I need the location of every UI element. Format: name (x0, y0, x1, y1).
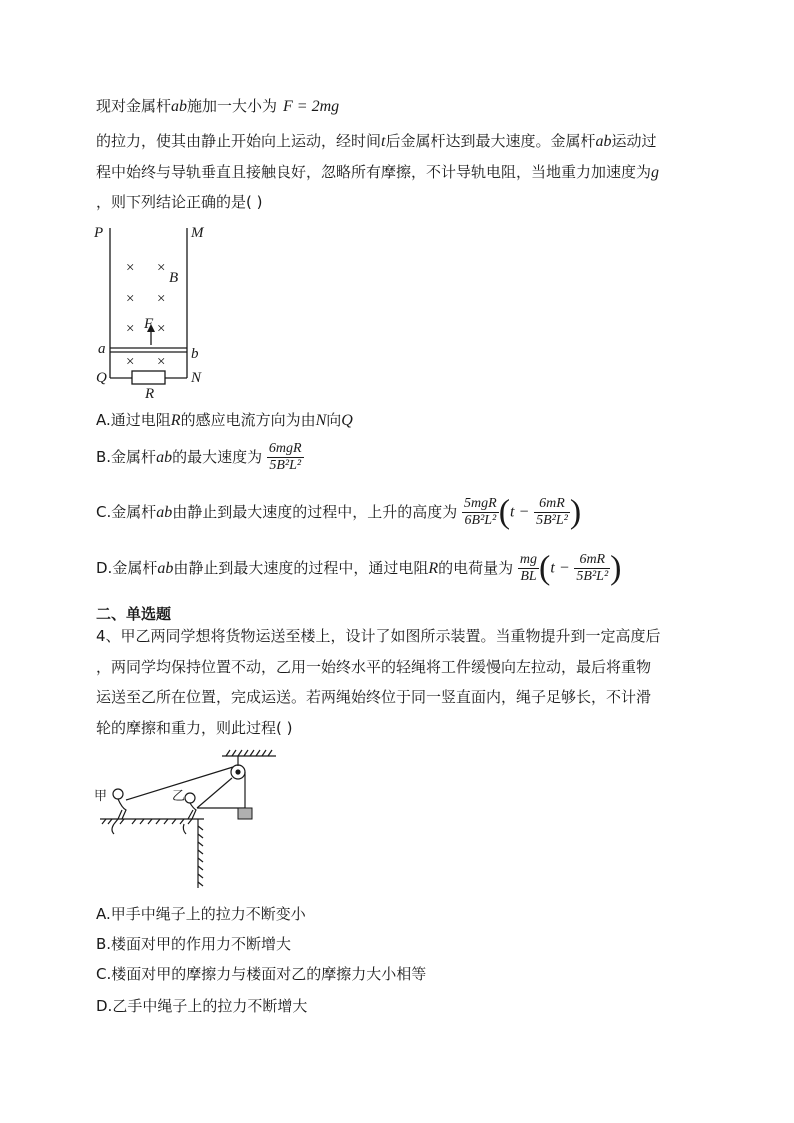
resistor-R (132, 371, 165, 384)
fraction-numerator: mg (519, 552, 538, 567)
paren-close: ) (610, 549, 622, 587)
cross-mark: × (157, 321, 166, 337)
var-N: N (315, 412, 327, 429)
fraction-term (534, 496, 570, 529)
label-P: P (94, 225, 104, 241)
text: 施加一大小为 (187, 97, 278, 115)
text: A.通过电阻 (96, 411, 171, 429)
cross-mark: × (126, 291, 135, 307)
var-ab: ab (156, 449, 173, 466)
var-ab: ab (595, 133, 612, 150)
fraction-denominator: 5B²L² (536, 513, 568, 528)
q4-option-b: B.楼面对甲的作用力不断增大 (96, 935, 292, 953)
person-jia-icon (112, 789, 126, 834)
fraction-numerator: 6mR (574, 552, 610, 569)
q3-stem-line-2 (96, 131, 657, 152)
q4-stem-line-2: ，两同学均保持位置不动，乙用一始终水平的轻绳将工件缓慢向左拉动，最后将重物 (96, 658, 652, 676)
fraction-denominator: 5B²L² (576, 569, 609, 584)
var-Q: Q (341, 412, 353, 429)
label-F: F (144, 316, 154, 332)
text: 的感应电流方向为由 (180, 411, 316, 429)
label-jia: 甲 (94, 788, 108, 803)
var-ab: ab (171, 98, 188, 115)
cross-mark: × (126, 260, 135, 276)
cross-mark: × (157, 291, 166, 307)
label-R: R (145, 386, 155, 400)
q3-option-c (96, 494, 581, 531)
text: 的拉力，使其由静止开始向上运动，经时间 (96, 132, 382, 150)
fraction-numerator: 6mR (534, 496, 570, 513)
person-yi-icon (183, 793, 196, 834)
text: 向 (326, 411, 342, 429)
q4-option-c: C.楼面对甲的摩擦力与楼面对乙的摩擦力大小相等 (96, 965, 427, 983)
text: D.金属杆 (96, 559, 158, 577)
text: 后金属杆达到最大速度。金属杆 (385, 132, 596, 150)
q4-pulley-figure (92, 744, 292, 894)
q3-stem-line-4 (96, 192, 262, 212)
text: 的最大速度为 (172, 448, 263, 466)
term-t: t − (550, 559, 570, 577)
q4-stem-line-3: 运送至乙所在位置，完成运送。若两绳始终位于同一竖直面内，绳子足够长，不计滑 (96, 688, 652, 706)
paren-open: ( (539, 549, 551, 587)
var-R: R (428, 560, 439, 577)
q4-stem-line-4: 轮的摩擦和重力，则此过程( ) (96, 719, 293, 737)
cargo-weight (238, 808, 252, 819)
q3-option-b (96, 440, 304, 475)
fraction-coefficient (462, 496, 499, 529)
q3-option-a (96, 410, 353, 431)
q3-option-d (96, 550, 621, 587)
fraction-term (574, 552, 610, 585)
var-g: g (651, 164, 660, 181)
q4-option-a: A.甲手中绳子上的拉力不断变小 (96, 905, 306, 923)
text: 由静止到最大速度的过程中，通过电阻 (173, 559, 429, 577)
label-M: M (191, 225, 204, 241)
var-t: t (381, 133, 386, 150)
fraction-denominator: BL (520, 569, 537, 584)
q3-stem-line-1 (96, 96, 339, 117)
q3-stem-line-3 (96, 162, 659, 183)
fraction-numerator: 6mgR (268, 441, 302, 456)
text: 现对金属杆 (96, 97, 172, 115)
label-yi: 乙 (172, 788, 186, 803)
text: ，则下列结论正确的是( ) (96, 193, 263, 211)
q4-stem-line-1: 4、甲乙两同学想将货物运送至楼上，设计了如图所示装置。当重物提升到一定高度后 (96, 627, 661, 645)
label-N: N (191, 370, 202, 386)
var-ab: ab (156, 504, 173, 521)
text: C.金属杆 (96, 503, 157, 521)
cross-mark: × (157, 260, 166, 276)
paren-open: ( (498, 493, 511, 531)
text: 的电荷量为 (438, 559, 514, 577)
label-Q: Q (96, 370, 107, 386)
ceiling-hatch (226, 750, 272, 756)
floor-hatch (102, 819, 192, 824)
q3-rail-figure (92, 220, 222, 400)
wall-hatch (198, 826, 203, 886)
fraction-max-speed (267, 441, 304, 474)
fraction-coefficient (518, 552, 539, 585)
var-ab: ab (157, 560, 174, 577)
fraction-denominator: 6B²L² (464, 513, 497, 528)
formula-F: F = 2mg (283, 98, 340, 115)
text: 程中始终与导轨垂直且接触良好，忽略所有摩擦，不计导轨电阻，当地重力加速度为 (96, 163, 652, 181)
label-b: b (191, 346, 199, 362)
section-heading: 二、单选题 (96, 605, 172, 623)
label-a: a (98, 341, 106, 357)
var-R: R (170, 412, 181, 429)
text: B.金属杆 (96, 448, 157, 466)
fraction-denominator: 5B²L² (269, 458, 302, 473)
cross-mark: × (157, 354, 166, 370)
rope-pulley-joint (197, 778, 232, 808)
term-t: t − (510, 503, 530, 521)
q4-option-d: D.乙手中绳子上的拉力不断增大 (96, 997, 308, 1015)
text: 由静止到最大速度的过程中，上升的高度为 (172, 503, 458, 521)
fraction-numerator: 5mgR (464, 496, 497, 511)
cross-mark: × (126, 321, 135, 337)
paren-close: ) (569, 493, 582, 531)
cross-mark: × (126, 354, 135, 370)
text: 运动过 (611, 132, 657, 150)
label-B: B (169, 270, 179, 286)
